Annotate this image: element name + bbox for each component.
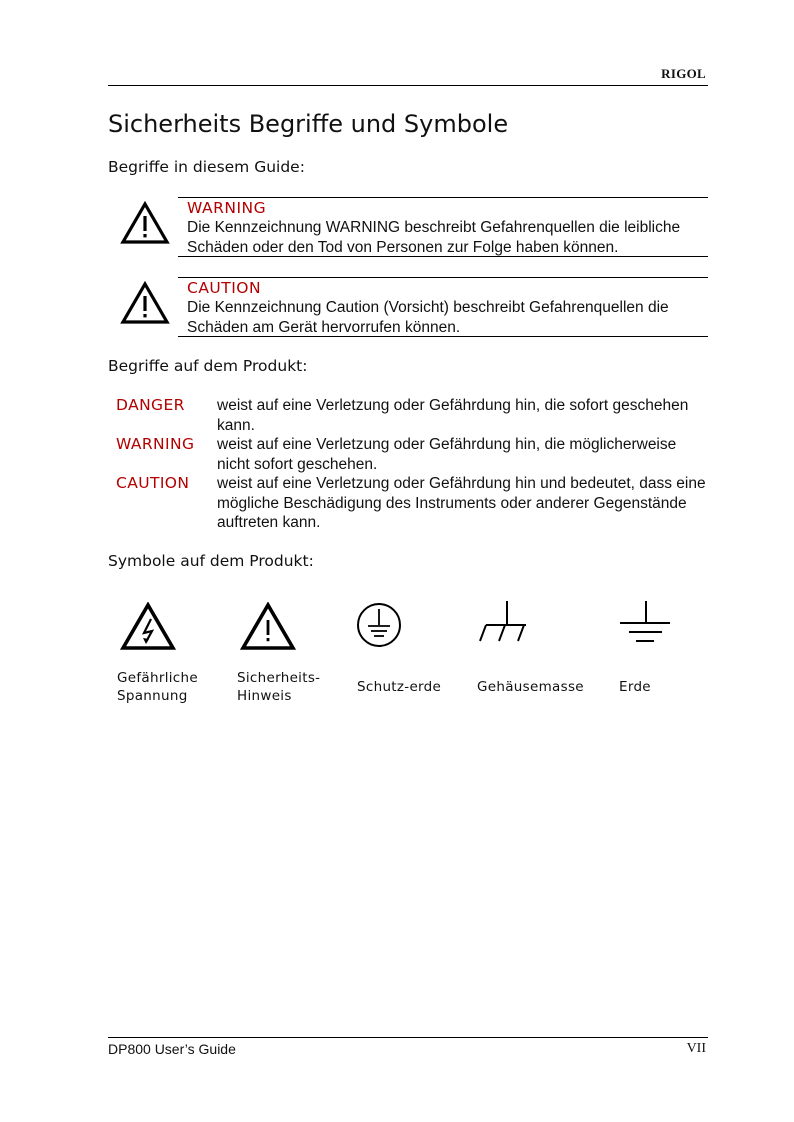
term-row-warning [116,435,706,474]
term-description: weist auf eine Verletzung oder Gefährdung hin, die sofort geschehen kann. [217,397,689,434]
term-label: DANGER [116,396,185,414]
notice-label: WARNING [187,199,267,217]
product-symbols [108,598,708,718]
footer-guide-title: DP800 User’s Guide [108,1041,236,1057]
header-divider [108,85,708,86]
warning-triangle-icon [120,281,170,325]
header-brand: RIGOL [661,66,706,81]
notice-divider-top [178,197,708,198]
chassis-ground-icon [476,601,532,651]
protective-earth-icon [356,601,406,651]
footer-page-number: VII [686,1041,706,1056]
product-terms-heading: Begriffe auf dem Produkt: [108,357,308,375]
product-symbols-heading: Symbole auf dem Produkt: [108,552,314,570]
warning-triangle-icon [120,201,170,245]
earth-ground-icon [618,601,674,651]
symbol-label: Gefährliche Spannung [117,670,198,704]
notice-warning [108,197,708,257]
notice-text: Die Kennzeichnung WARNING beschreibt Gefahrenquellen die leibliche Schäden oder den Tod von Personen zur Folge haben können. [187,219,681,256]
term-description: weist auf eine Verletzung oder Gefährdung hin und bedeutet, dass eine mögliche Beschädigung des Instruments oder anderer Gegenstände auftreten kann. [217,475,706,531]
product-terms-list [116,396,706,533]
guide-terms-heading: Begriffe in diesem Guide: [108,158,305,176]
symbol-label: Sicherheits- Hinweis [237,670,321,704]
high-voltage-icon [120,602,176,652]
notice-divider-top [178,277,708,278]
symbol-label: Gehäusemasse [477,679,584,695]
symbol-label: Erde [619,679,651,695]
symbol-label: Schutz-erde [357,679,442,695]
footer-divider [108,1037,708,1038]
notice-caution [108,277,708,337]
term-label: WARNING [116,435,195,453]
term-description: weist auf eine Verletzung oder Gefährdung hin, die möglicherweise nicht sofort geschehen. [217,436,677,473]
notice-label: CAUTION [187,279,262,297]
notice-divider-bottom [178,256,708,257]
term-label: CAUTION [116,474,190,492]
notice-divider-bottom [178,336,708,337]
term-row-danger [116,396,706,435]
page-title: Sicherheits Begriffe und Symbole [108,110,509,138]
term-row-caution [116,474,706,533]
safety-warning-icon [240,602,296,652]
notice-text: Die Kennzeichnung Caution (Vorsicht) beschreibt Gefahrenquellen die Schäden am Gerät hervorrufen können. [187,299,669,336]
